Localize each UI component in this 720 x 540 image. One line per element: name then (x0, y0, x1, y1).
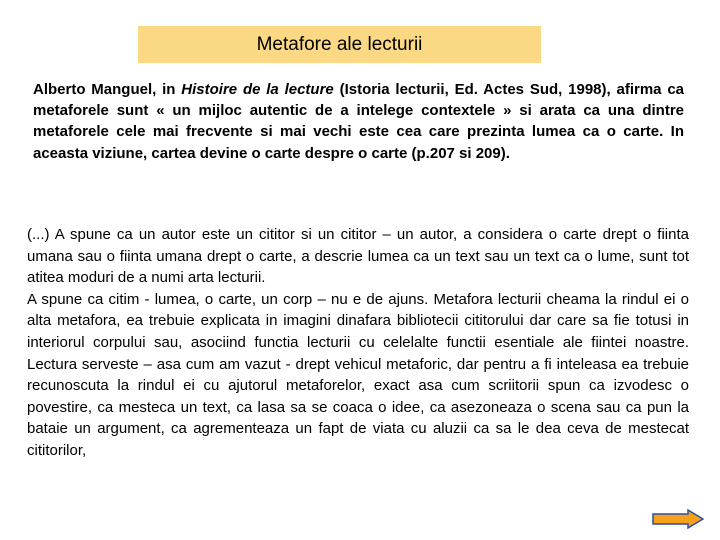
slide-title-box (138, 26, 541, 63)
slide-title: Metafore ale lecturii (256, 33, 423, 55)
intro-text-end: (Istoria lecturii, Ed. Actes Sud, 1998), afirma ca metaforele sunt « un mijloc autentic de a intelege contextele » si arata ca una dintre metaforele cele mai frecvente si mai vechi este cea care prezinta lumea ca o carte. In aceasta viziune, cartea devine o carte despre o carte (p.207 si 209). (33, 81, 685, 162)
quote-paragraph-1: (...) A spune ca un autor este un cititor si un cititor – un autor, a considera o carte drept o fiinta umana sau o fiinta umana drept o carte, a descrie lumea ca un text sau un text ca o lume, sunt tot atitea moduri de a numi arta lecturii. (27, 226, 689, 287)
quote-paragraph-2: A spune ca citim - lumea, o carte, un corp – nu e de ajuns. Metafora lecturii cheama la rindul ei o alta metafora, ea trebuie explicata in imagini dinafara bibliotecii cititorului dar care sa fie totusi in interiorul corpului sau, asociind functia lecturii cu celelalte functii esentiale ale fiintei noastre. Lectura serveste – asa cum am vazut - drept vehicul metaforic, dar pentru a fi inteleasa ea trebuie recunoscuta la rindul ei cu ajutorul metaforelor, exact asa cum scriitorii spun ca izvodesc o povestire, ca mesteca un text, ca lasa sa se coaca o idee, ca asezoneaza o scena sau ca pun la bataie un argument, ca agrementeaza un fapt de viata cu aluzii ca sa le dea ceva de mestecat cititorilor, (27, 290, 689, 459)
right-arrow-icon (652, 509, 704, 529)
book-title: Histoire de la lecture (181, 81, 334, 98)
intro-paragraph (33, 79, 684, 164)
quote-block (27, 224, 689, 462)
intro-text-start: Alberto Manguel, in (33, 81, 182, 98)
next-slide-button[interactable] (652, 509, 704, 529)
